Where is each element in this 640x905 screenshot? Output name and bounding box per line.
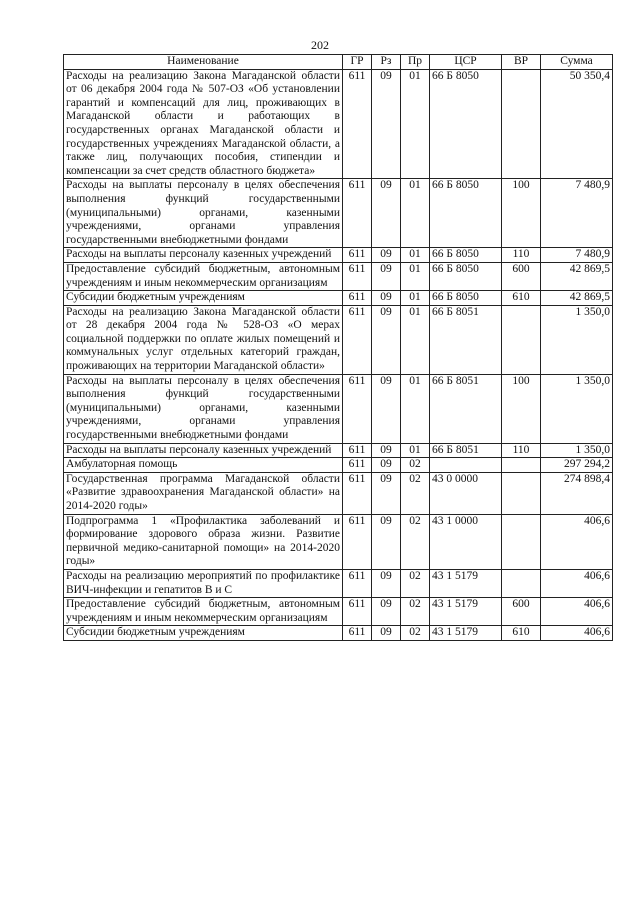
cell-rz: 09 (372, 569, 401, 597)
cell-rz: 09 (372, 69, 401, 179)
header-rz: Рз (372, 55, 401, 70)
cell-sum: 7 480,9 (541, 179, 613, 248)
cell-pr: 01 (401, 69, 430, 179)
budget-table (63, 54, 613, 641)
cell-name: Субсидии бюджетным учреждениям (64, 626, 343, 641)
cell-csr: 43 0 0000 (430, 472, 502, 514)
cell-rz: 09 (372, 262, 401, 290)
cell-name: Расходы на выплаты персоналу казенных учреждений (64, 248, 343, 263)
page-number: 202 (311, 38, 329, 52)
cell-rz: 09 (372, 179, 401, 248)
cell-name: Субсидии бюджетным учреждениям (64, 291, 343, 306)
cell-sum: 274 898,4 (541, 472, 613, 514)
table-row (64, 458, 613, 473)
cell-csr: 43 1 5179 (430, 598, 502, 626)
cell-gr: 611 (343, 262, 372, 290)
cell-csr: 66 Б 8050 (430, 291, 502, 306)
header-gr: ГР (343, 55, 372, 70)
cell-gr: 611 (343, 472, 372, 514)
cell-csr: 66 Б 8051 (430, 374, 502, 443)
table-row (64, 291, 613, 306)
table-row (64, 569, 613, 597)
cell-gr: 611 (343, 458, 372, 473)
cell-csr: 43 1 5179 (430, 626, 502, 641)
cell-gr: 611 (343, 598, 372, 626)
cell-rz: 09 (372, 458, 401, 473)
cell-vr: 600 (502, 262, 541, 290)
cell-rz: 09 (372, 291, 401, 306)
table-header-row (64, 55, 613, 70)
cell-gr: 611 (343, 69, 372, 179)
cell-sum: 406,6 (541, 514, 613, 569)
table-row (64, 472, 613, 514)
cell-vr (502, 514, 541, 569)
cell-name: Расходы на выплаты персоналу в целях обеспечения выполнения функций государственными (муниципальными) органами, казенными учреждениями, органами управления государственными внебюджетными фондами (64, 179, 343, 248)
cell-sum: 42 869,5 (541, 262, 613, 290)
cell-gr: 611 (343, 626, 372, 641)
cell-sum: 1 350,0 (541, 443, 613, 458)
cell-name: Государственная программа Магаданской области «Развитие здравоохранения Магаданской области» на 2014-2020 годы» (64, 472, 343, 514)
cell-name: Предоставление субсидий бюджетным, автономным учреждениям и иным некоммерческим организациям (64, 262, 343, 290)
cell-vr (502, 305, 541, 374)
cell-csr: 66 Б 8051 (430, 443, 502, 458)
table-row (64, 626, 613, 641)
cell-pr: 01 (401, 443, 430, 458)
cell-rz: 09 (372, 443, 401, 458)
cell-pr: 02 (401, 458, 430, 473)
table-row (64, 305, 613, 374)
cell-gr: 611 (343, 443, 372, 458)
cell-vr: 610 (502, 626, 541, 641)
cell-pr: 02 (401, 472, 430, 514)
cell-pr: 01 (401, 248, 430, 263)
cell-gr: 611 (343, 248, 372, 263)
cell-csr: 43 1 0000 (430, 514, 502, 569)
cell-sum: 406,6 (541, 569, 613, 597)
cell-vr: 110 (502, 248, 541, 263)
cell-csr: 66 Б 8050 (430, 262, 502, 290)
table-row (64, 262, 613, 290)
table-row (64, 514, 613, 569)
cell-vr: 600 (502, 598, 541, 626)
cell-sum: 297 294,2 (541, 458, 613, 473)
cell-name: Амбулаторная помощь (64, 458, 343, 473)
cell-gr: 611 (343, 305, 372, 374)
cell-csr: 43 1 5179 (430, 569, 502, 597)
cell-sum: 42 869,5 (541, 291, 613, 306)
cell-sum: 406,6 (541, 626, 613, 641)
cell-csr: 66 Б 8050 (430, 248, 502, 263)
cell-rz: 09 (372, 248, 401, 263)
cell-pr: 02 (401, 514, 430, 569)
cell-pr: 01 (401, 262, 430, 290)
cell-name: Предоставление субсидий бюджетным, автономным учреждениям и иным некоммерческим организациям (64, 598, 343, 626)
cell-pr: 01 (401, 291, 430, 306)
cell-sum: 1 350,0 (541, 374, 613, 443)
table-row (64, 598, 613, 626)
cell-name: Расходы на реализацию Закона Магаданской области от 28 декабря 2004 года № 528-ОЗ «О мерах социальной поддержки по оплате жилых помещений и коммунальных услуг отдельных категорий граждан, проживающих на территории Магаданской области» (64, 305, 343, 374)
cell-gr: 611 (343, 514, 372, 569)
cell-name: Расходы на выплаты персоналу в целях обеспечения выполнения функций государственными (муниципальными) органами, казенными учреждениями, органами управления государственными внебюджетными фондами (64, 374, 343, 443)
cell-name: Подпрограмма 1 «Профилактика заболеваний и формирование здорового образа жизни. Развитие первичной медико-санитарной помощи» на 2014-2020 годы» (64, 514, 343, 569)
table-row (64, 248, 613, 263)
header-vr: ВР (502, 55, 541, 70)
cell-csr: 66 Б 8050 (430, 179, 502, 248)
cell-rz: 09 (372, 514, 401, 569)
cell-vr: 100 (502, 179, 541, 248)
cell-sum: 50 350,4 (541, 69, 613, 179)
cell-pr: 01 (401, 374, 430, 443)
cell-sum: 7 480,9 (541, 248, 613, 263)
cell-name: Расходы на выплаты персоналу казенных учреждений (64, 443, 343, 458)
cell-rz: 09 (372, 374, 401, 443)
cell-vr: 610 (502, 291, 541, 306)
cell-pr: 02 (401, 569, 430, 597)
cell-pr: 02 (401, 626, 430, 641)
cell-vr: 100 (502, 374, 541, 443)
cell-vr: 110 (502, 443, 541, 458)
header-name: Наименование (64, 55, 343, 70)
cell-gr: 611 (343, 179, 372, 248)
header-pr: Пр (401, 55, 430, 70)
cell-csr: 66 Б 8050 (430, 69, 502, 179)
cell-gr: 611 (343, 374, 372, 443)
cell-vr (502, 569, 541, 597)
cell-vr (502, 458, 541, 473)
header-csr: ЦСР (430, 55, 502, 70)
cell-rz: 09 (372, 472, 401, 514)
cell-vr (502, 69, 541, 179)
table-row (64, 69, 613, 179)
cell-rz: 09 (372, 598, 401, 626)
cell-csr: 66 Б 8051 (430, 305, 502, 374)
cell-csr (430, 458, 502, 473)
cell-rz: 09 (372, 305, 401, 374)
cell-sum: 1 350,0 (541, 305, 613, 374)
cell-rz: 09 (372, 626, 401, 641)
table-row (64, 179, 613, 248)
cell-pr: 01 (401, 179, 430, 248)
table-row (64, 443, 613, 458)
cell-sum: 406,6 (541, 598, 613, 626)
cell-pr: 01 (401, 305, 430, 374)
header-sum: Сумма (541, 55, 613, 70)
cell-name: Расходы на реализацию мероприятий по профилактике ВИЧ-инфекции и гепатитов В и С (64, 569, 343, 597)
table-row (64, 374, 613, 443)
cell-pr: 02 (401, 598, 430, 626)
cell-gr: 611 (343, 291, 372, 306)
cell-vr (502, 472, 541, 514)
cell-gr: 611 (343, 569, 372, 597)
cell-name: Расходы на реализацию Закона Магаданской области от 06 декабря 2004 года № 507-ОЗ «Об установлении гарантий и компенсаций для лиц, проживающих в Магаданской области и работающих в государственных органах Магаданской области и государственных учреждениях Магаданской области, а также лиц, получающих пособия, стипендии и компенсации за счет средств областного бюджета» (64, 69, 343, 179)
